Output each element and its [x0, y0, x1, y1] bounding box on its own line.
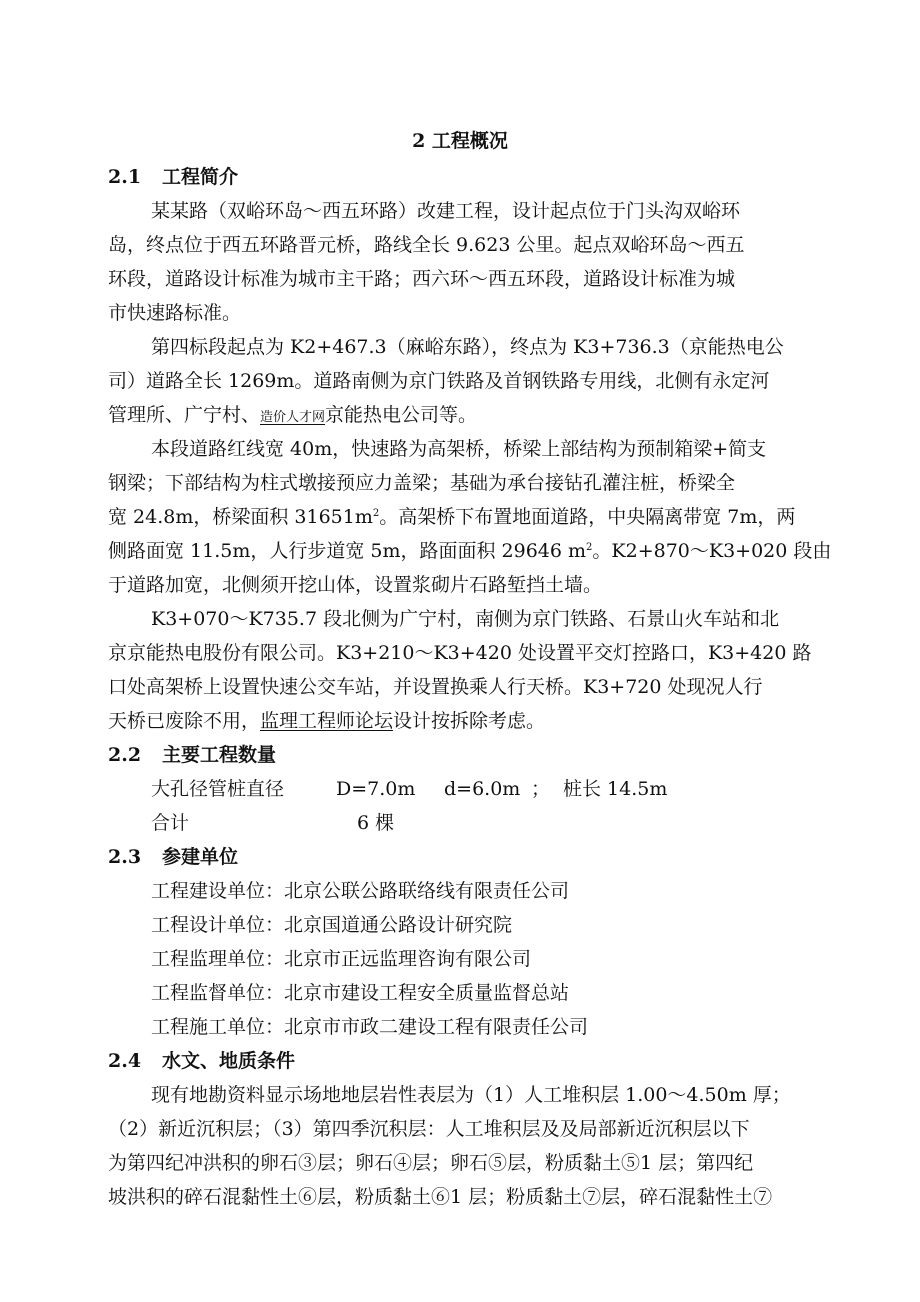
forum-link[interactable]: 监理工程师论坛 — [260, 710, 394, 732]
unit-line: 工程监理单位：北京市正远监理咨询有限公司 — [151, 948, 532, 970]
paragraph-line: 为第四纪冲洪积的卵石③层；卵石④层；卵石⑤层，粉质黏土⑤1 层；第四纪 — [108, 1152, 754, 1174]
paragraph-line: （2）新近沉积层；（3）第四季沉积层：人工堆积层及及局部新近沉积层以下 — [108, 1118, 750, 1140]
section-title: 工程简介 — [162, 166, 239, 188]
section-heading-2-2 — [108, 738, 908, 772]
section-title: 参建单位 — [162, 846, 239, 868]
paragraph-line: 某某路（双峪环岛～西五环路）改建工程，设计起点位于门头沟双峪环 — [151, 200, 741, 222]
paragraph-line: 口处高架桥上设置快速公交车站，并设置换乘人行天桥。K3+720 处现况人行 — [108, 676, 763, 698]
paragraph-line: 坡洪积的碎石混黏性土⑥层，粉质黏土⑥1 层；粉质黏土⑦层，碎石混黏性土⑦ — [108, 1186, 773, 1208]
paragraph-line: 岛，终点位于西五环路晋元桥，路线全长 9.623 公里。起点双峪环岛～西五 — [108, 234, 745, 256]
paragraph-line: 环段，道路设计标准为城市主干路；西六环～西五环段，道路设计标准为城 — [108, 268, 736, 290]
section-heading-2-3 — [108, 840, 908, 874]
superscript: 2 — [372, 508, 380, 519]
paragraph-line — [108, 500, 920, 534]
text-run: 。K2+870～K3+020 段由 — [592, 540, 832, 562]
paragraph-line — [108, 704, 920, 738]
text-run: 侧路面宽 11.5m，人行步道宽 5m，路面面积 29646 m — [108, 540, 587, 562]
pile-length: 桩长 14.5m — [563, 778, 668, 800]
chapter-title: 2 工程概况 — [412, 130, 508, 152]
total-label: 合计 — [151, 812, 190, 834]
unit-line: 工程设计单位：北京国道通公路设计研究院 — [151, 914, 513, 936]
inner-diameter: d=6.0m — [444, 778, 521, 800]
unit-line: 工程建设单位：北京公联公路联络线有限责任公司 — [151, 880, 570, 902]
text-run: 宽 24.8m，桥梁面积 31651m — [108, 506, 373, 528]
paragraph-line: 钢梁；下部结构为柱式墩接预应力盖梁；基础为承台接钻孔灌注桩，桥梁全 — [108, 472, 736, 494]
paragraph-line: 市快速路标准。 — [108, 302, 242, 324]
section-title: 水文、地质条件 — [162, 1050, 296, 1072]
paragraph-line: 于道路加宽，北侧须开挖山体，设置浆砌片石路堑挡土墙。 — [108, 574, 603, 596]
section-number: 2.2 — [108, 744, 142, 766]
superscript: 2 — [586, 542, 593, 553]
paragraph-line — [108, 534, 920, 568]
section-title: 主要工程数量 — [162, 744, 277, 766]
unit-line: 工程监督单位：北京市建设工程安全质量监督总站 — [151, 982, 570, 1004]
text-run: 设计按拆除考虑。 — [393, 710, 546, 732]
quantity-label: 大孔径管桩直径 — [151, 778, 285, 800]
paragraph-line: 京京能热电股份有限公司。K3+210～K3+420 处设置平交灯控路口，K3+420 路 — [108, 642, 812, 664]
paragraph-line — [108, 398, 920, 435]
section-number: 2.3 — [108, 846, 142, 868]
text-run: 京能热电公司等。 — [325, 404, 478, 426]
text-run: 天桥已废除不用， — [108, 710, 261, 732]
text-run: 管理所、广宁村、 — [108, 404, 261, 426]
section-heading-2-1 — [108, 160, 908, 194]
paragraph-line: 现有地勘资料显示场地地层岩性表层为（1）人工堆积层 1.00～4.50m 厚； — [151, 1084, 791, 1106]
outer-diameter: D=7.0m — [336, 778, 416, 800]
section-number: 2.4 — [108, 1050, 142, 1072]
text-run: 。高架桥下布置地面道路，中央隔离带宽 7m，两 — [379, 506, 796, 528]
paragraph-line: K3+070～K735.7 段北侧为广宁村，南侧为京门铁路、石景山火车站和北 — [151, 608, 780, 630]
unit-line: 工程施工单位：北京市市政二建设工程有限责任公司 — [151, 1016, 589, 1038]
paragraph-line: 司）道路全长 1269m。道路南侧为京门铁路及首钢铁路专用线，北侧有永定河 — [108, 370, 770, 392]
section-number: 2.1 — [108, 166, 142, 188]
paragraph-line: 第四标段起点为 K2+467.3（麻峪东路），终点为 K3+736.3（京能热电公 — [151, 336, 784, 358]
watermark-link[interactable]: 造价人才网 — [260, 410, 326, 425]
paragraph-line: 本段道路红线宽 40m，快速路为高架桥，桥梁上部结构为预制箱梁+简支 — [151, 438, 767, 460]
total-value: 6 棵 — [357, 812, 395, 834]
section-heading-2-4 — [108, 1044, 908, 1078]
separator: ； — [531, 778, 551, 800]
